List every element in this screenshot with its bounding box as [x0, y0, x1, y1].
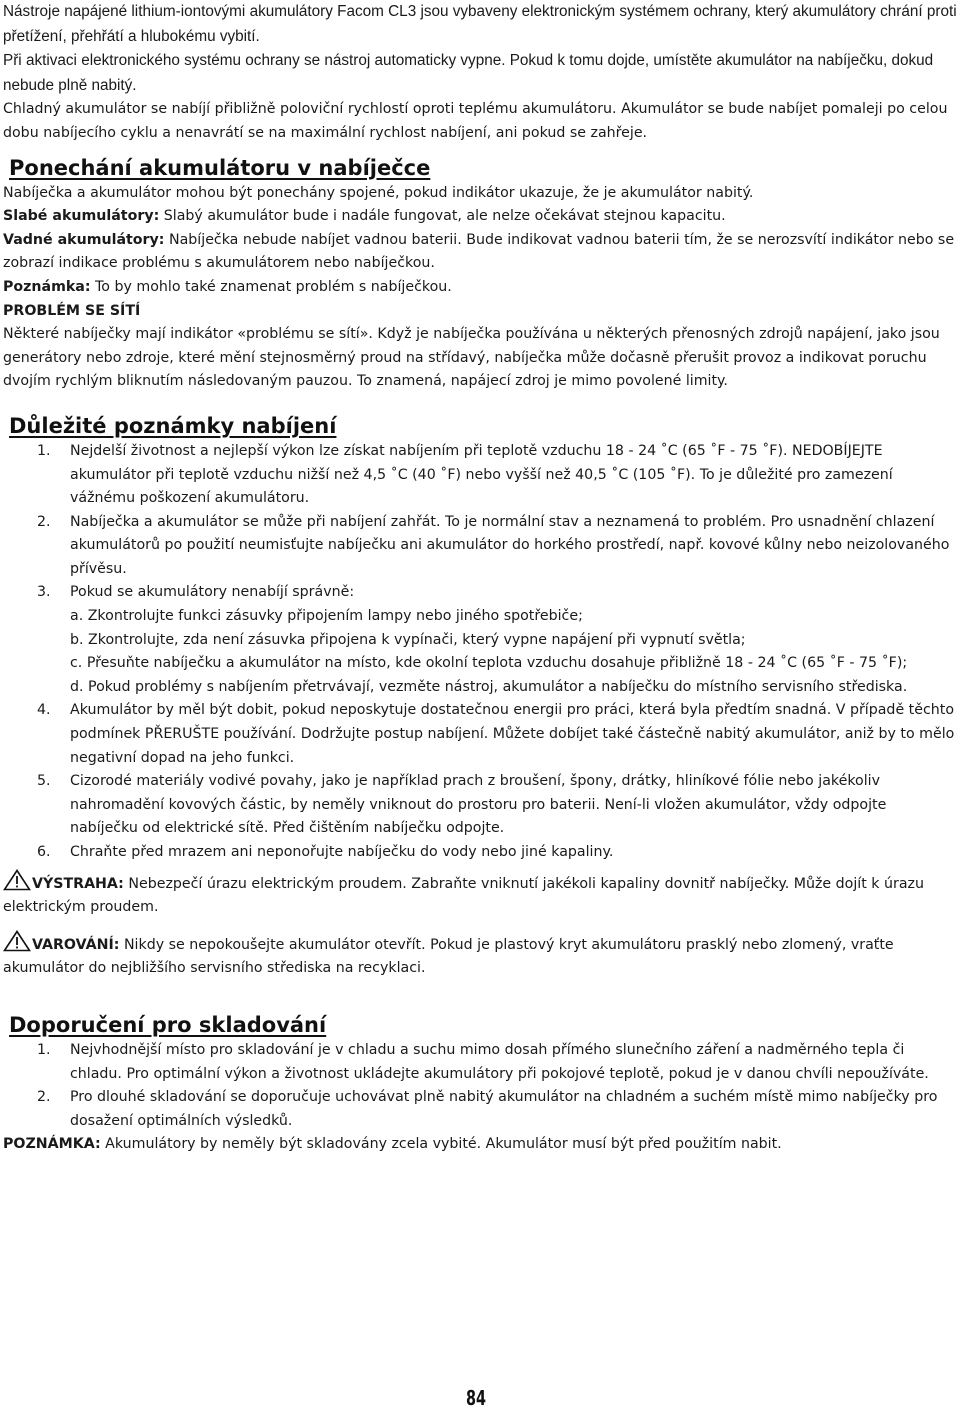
intro-paragraph-3: Chladný akumulátor se nabíjí přibližně poloviční rychlostí oproti teplému akumulátoru. Akumulátor se bude nabíjet pomaleji po celou dobu nabíjecího cyklu a nenavrátí se na maximální rychlost nabíjení, ani pokud se zahřeje. [3, 101, 948, 141]
section-title-storage: Doporučení pro skladování [9, 1012, 327, 1037]
section-charging-notes [3, 412, 957, 981]
storage-list [3, 1039, 957, 1133]
section-title-charging-notes: Důležité poznámky nabíjení [9, 413, 337, 438]
note-label: Poznámka: [3, 278, 91, 295]
page-number: 84 [466, 1386, 487, 1410]
open-battery-caution: VAROVÁNÍ: Nikdy se nepokoušejte akumulátor otevřít. Pokud je plastový kryt akumulátoru prasklý nebo zlomený, vraťte akumulátor do nejbližšího servisního střediska na recyklaci. [3, 930, 957, 981]
list-item: 5. Cizorodé materiály vodivé povahy, jako je například prach z broušení, špony, drátky, hliníkové fólie nebo jakékoliv nahromadění kovových částic, by neměly vniknout do prostoru pro baterii. Není-li vložen akumulátor, vždy odpojte nabíječku od elektrické sítě. Před čištěním nabíječku odpojte. [37, 773, 887, 837]
list-item: 2. Nabíječka a akumulátor se může při nabíjení zahřát. To je normální stav a neznamená to problém. Pro usnadnění chlazení akumulátorů po použití neumisťujte nabíječku ani akumulátor do horkého prostředí, např. kovové kůlny nebo neizolovaného přívěsu. [37, 513, 950, 577]
grid-problem-title: PROBLÉM SE SÍTÍ [3, 302, 141, 319]
list-item: 4. Akumulátor by měl být dobit, pokud neposkytuje dostatečnou energii pro práci, která byla předtím snadná. V případě těchto podmínek PŘERUŠTE používání. Dodržujte postup nabíjení. Můžete dobíjet také částečně nabitý akumulátor, aniž by to mělo negativní dopad na jeho funkci. [37, 702, 955, 766]
storage-note: POZNÁMKA: Akumulátory by neměly být skladovány zcela vybité. Akumulátor musí být před použitím nabit. [3, 1136, 782, 1153]
weak-batteries-paragraph: Slabé akumulátory: Slabý akumulátor bude i nadále fungovat, ale nelze očekávat stejnou kapacitu. [3, 208, 726, 225]
charging-notes-list [3, 440, 957, 865]
intro-paragraph-2: Při aktivaci elektronického systému ochrany se nástroj automaticky vypne. Pokud k tomu dojde, umístěte akumulátor na nabíječku, dokud nebude plně nabitý. [3, 52, 934, 94]
weak-batteries-label: Slabé akumulátory: [3, 208, 160, 225]
note-paragraph: Poznámka: To by mohlo také znamenat problém s nabíječkou. [3, 278, 452, 295]
list-item: 1. Nejdelší životnost a nejlepší výkon lze získat nabíjením při teplotě vzduchu 18 - 24 ˚C (65 ˚F - 75 ˚F). NEDOBÍJEJTE akumulátor při teplotě vzduchu nižší než 4,5 ˚C (40 ˚F) nebo vyšší než 40,5 ˚C (105 ˚F). To je důležité pro zamezení vážnému poškození akumulátoru. [37, 442, 893, 507]
sub-item: a. Zkontrolujte funkci zásuvky připojením lampy nebo jiného spotřebiče; [70, 608, 583, 625]
grid-problem-text: Některé nabíječky mají indikátor «problému se sítí». Když je nabíječka používána u některých přenosných zdrojů napájení, jako jsou generátory nebo zdroje, které mění stejnosměrný proud na střídavý, nabíječka může dočasně přerušit provoz a indikovat poruchu dvojím rychlým bliknutím následovaným pauzou. To znamená, napájecí zdroj je mimo povolené limity. [3, 326, 940, 390]
section-leaving-battery [3, 154, 957, 394]
bad-batteries-paragraph: Vadné akumulátory: Nabíječka nebude nabíjet vadnou baterii. Bude indikovat vadnou baterii tím, že se nerozsvítí indikátor nebo se zobrazí indikace problému s akumulátorem nebo nabíječkou. [3, 231, 955, 272]
sub-item: c. Přesuňte nabíječku a akumulátor na místo, kde okolní teplota vzduchu dosahuje přibližně 18 - 24 ˚C (65 ˚F - 75 ˚F); [70, 655, 908, 672]
leaving-battery-text: Nabíječka a akumulátor mohou být ponechány spojené, pokud indikátor ukazuje, že je akumulátor nabitý. [3, 184, 754, 201]
document-page [3, 0, 957, 1157]
warning-triangle-icon [3, 930, 31, 952]
bad-batteries-label: Vadné akumulátory: [3, 231, 165, 248]
list-item: 2. Pro dlouhé skladování se doporučuje uchovávat plně nabitý akumulátor na chladném a suchém místě mimo nabíječky pro dosažení optimálních výsledků. [37, 1089, 938, 1129]
list-item: 1. Nejvhodnější místo pro skladování je v chladu a suchu mimo dosah přímého slunečního záření a nadměrného tepla či chladu. Pro optimální výkon a životnost ukládejte akumulátory při pokojové teplotě, pokud je v danou chvíli nepoužíváte. [37, 1041, 929, 1082]
caution-label: VAROVÁNÍ: [32, 936, 120, 953]
warning-label: VÝSTRAHA: [32, 875, 124, 892]
section-title-leaving-battery: Ponechání akumulátoru v nabíječce [9, 155, 431, 180]
list-item: 3. Pokud se akumulátory nenabíjí správně: a. Zkontrolujte funkci zásuvky připojením lampy nebo jiného spotřebiče; b. Zkontrolujte, zda není zásuvka připojena k vypínači, který vypne napájení při vypnutí světla; c. Přesuňte nabíječku a akumulátor na místo, kde okolní teplota vzduchu dosahuje přibližně 18 - 24 ˚C (65 ˚F - 75 ˚F); d. Pokud problémy s nabíjením přetrvávají, vezměte nástroj, akumulátor a nabíječku do místního servisního střediska. [3, 581, 957, 699]
sub-item: b. Zkontrolujte, zda není zásuvka připojena k vypínači, který vypne napájení při vypnutí světla; [70, 631, 746, 648]
sub-item: d. Pokud problémy s nabíjením přetrvávají, vezměte nástroj, akumulátor a nabíječku do místního servisního střediska. [70, 678, 908, 695]
list-item: 6. Chraňte před mrazem ani neponořujte nabíječku do vody nebo jiné kapaliny. [37, 844, 614, 860]
electric-shock-warning: VÝSTRAHA: Nebezpečí úrazu elektrickým proudem. Zabraňte vniknutí jakékoli kapaliny dovnitř nabíječky. Může dojít k úrazu elektrickým proudem. [3, 869, 957, 920]
storage-note-label: POZNÁMKA: [3, 1136, 101, 1153]
warning-triangle-icon [3, 869, 31, 891]
section-storage [3, 1011, 957, 1157]
intro-paragraph-1: Nástroje napájené lithium-iontovými akumulátory Facom CL3 jsou vybaveny elektronickým systémem ochrany, který akumulátory chrání proti přetížení, přehřátí a hlubokému vybití. [3, 3, 957, 45]
